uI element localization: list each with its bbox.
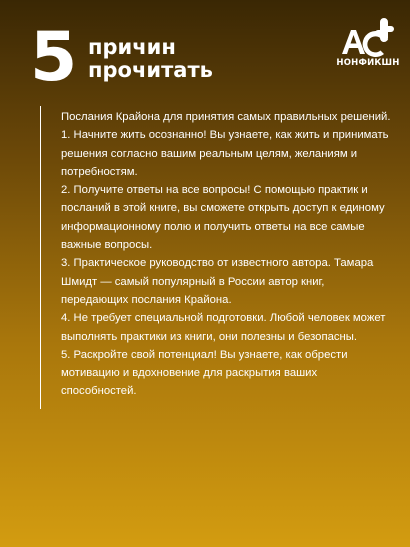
reason-1: 1. Начните жить осознанно! Вы узнаете, как жить и принимать решения согласно вашим реальным целям, желаниям и потребностям. (61, 129, 389, 178)
headline-line-1: причин (88, 35, 176, 59)
reasons-count: 5 (30, 18, 78, 97)
reasons-text-block (40, 106, 392, 409)
reason-2: 2. Получите ответы на все вопросы! С помощью практик и посланий в этой книге, вы сможете открыть доступ к единому информационному полю и получить ответы на все самые важные вопросы. (61, 184, 385, 252)
reason-3: 3. Практическое руководство от известного автора. Тамара Шмидт — самый популярный в России автор книг, передающих послания Крайона. (61, 257, 374, 306)
header (0, 0, 410, 100)
cactus-icon (336, 16, 400, 60)
headline-line-2: прочитать (88, 58, 213, 82)
reason-4: 4. Не требует специальной подготовки. Любой человек может выполнять практики из книги, они полезны и безопасны. (61, 312, 386, 343)
publisher-logo-caption: НОНФИКШН (336, 58, 400, 68)
publisher-logo (336, 16, 400, 72)
intro-paragraph: Послания Крайона для принятия самых правильных решений. (61, 111, 391, 123)
headline (88, 36, 213, 82)
reason-5: 5. Раскройте свой потенциал! Вы узнаете, как обрести мотивацию и вдохновение для раскрытия ваших способностей. (61, 348, 348, 398)
